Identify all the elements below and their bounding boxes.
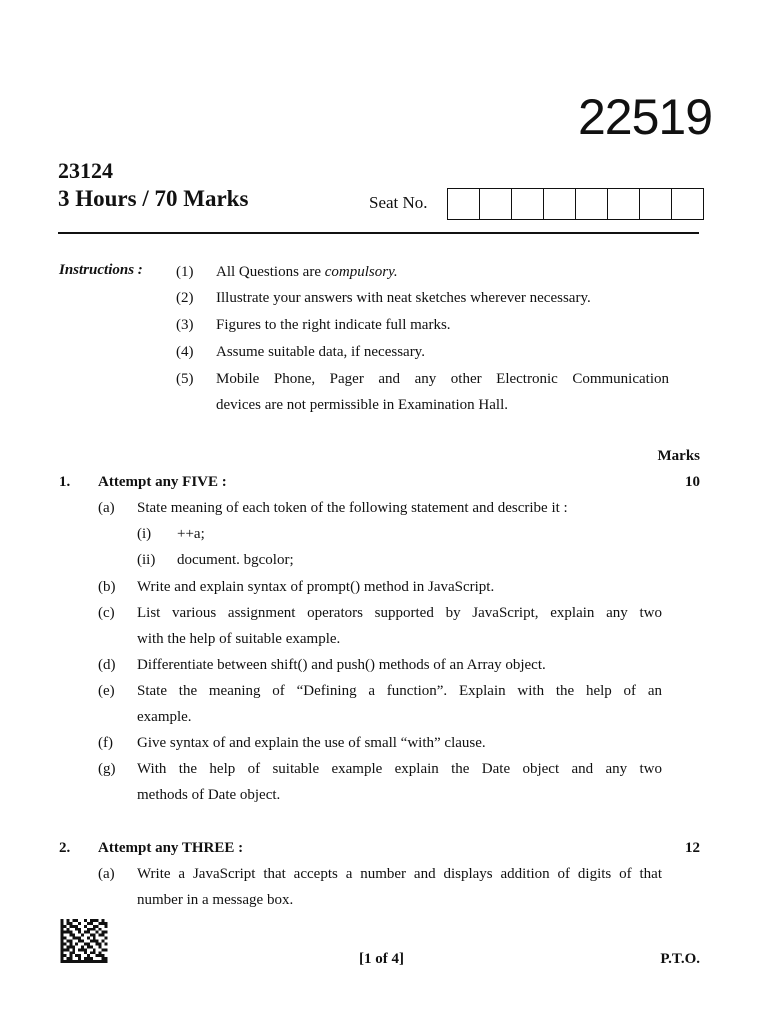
instruction-number: (5) xyxy=(176,371,194,387)
seat-box xyxy=(672,189,703,219)
instruction-text-continued: devices are not permissible in Examination Hall. xyxy=(216,397,509,413)
subquestion-text-continued: methods of Date object. xyxy=(137,787,281,803)
subquestion-label: (d) xyxy=(98,657,116,673)
instruction-text-part: All Questions are xyxy=(216,264,325,280)
seat-box xyxy=(448,189,480,219)
instruction-emphasis: compulsory. xyxy=(324,264,398,280)
instruction-number: (4) xyxy=(176,344,194,360)
instruction-number: (2) xyxy=(176,290,194,306)
subquestion-label: (f) xyxy=(98,735,113,751)
subquestion-text-continued: number in a message box. xyxy=(137,892,294,908)
subquestion-text-continued: with the help of suitable example. xyxy=(137,631,341,647)
subquestion-label: (c) xyxy=(98,605,115,621)
seat-box xyxy=(544,189,576,219)
instruction-text: Assume suitable data, if necessary. xyxy=(216,344,425,360)
subpart-text: ++a; xyxy=(177,526,205,542)
subquestion-text: With the help of suitable example explain the Date object and any two xyxy=(137,761,662,777)
subquestion-text: State the meaning of “Defining a function”. Explain with the help of an xyxy=(137,683,662,699)
duration-marks: 3 Hours / 70 Marks xyxy=(58,186,249,211)
question-title: Attempt any THREE : xyxy=(98,840,244,856)
instruction-text: Figures to the right indicate full marks. xyxy=(216,317,451,333)
subquestion-text: List various assignment operators supported by JavaScript, explain any two xyxy=(137,605,662,621)
subquestion-text: Write and explain syntax of prompt() method in JavaScript. xyxy=(137,579,495,595)
instruction-number: (1) xyxy=(176,264,194,280)
seat-box xyxy=(640,189,672,219)
subpart-text: document. bgcolor; xyxy=(177,552,294,568)
subquestion-text: Write a JavaScript that accepts a number and displays addition of digits of that xyxy=(137,866,662,882)
seat-box xyxy=(480,189,512,219)
instruction-text: Mobile Phone, Pager and any other Electronic Communication xyxy=(216,371,669,387)
seat-number-label: Seat No. xyxy=(369,193,428,212)
seat-number-boxes xyxy=(447,188,704,220)
instruction-text: Illustrate your answers with neat sketches wherever necessary. xyxy=(216,290,591,306)
marks-heading: Marks xyxy=(657,448,700,464)
page-number: [1 of 4] xyxy=(359,951,404,967)
subquestion-label: (a) xyxy=(98,866,115,882)
subquestion-label: (a) xyxy=(98,500,115,516)
subquestion-label: (g) xyxy=(98,761,116,777)
question-number: 2. xyxy=(59,840,71,856)
question-marks: 12 xyxy=(685,840,700,856)
please-turn-over: P.T.O. xyxy=(660,951,700,967)
question-title: Attempt any FIVE : xyxy=(98,474,227,490)
subquestion-text: Differentiate between shift() and push() methods of an Array object. xyxy=(137,657,546,673)
exam-code: 23124 xyxy=(58,158,113,183)
subquestion-label: (e) xyxy=(98,683,115,699)
question-number: 1. xyxy=(59,474,71,490)
instruction-number: (3) xyxy=(176,317,194,333)
subquestion-text-continued: example. xyxy=(137,709,192,725)
seat-box xyxy=(608,189,640,219)
subpart-label: (i) xyxy=(137,526,152,542)
instructions-label: Instructions : xyxy=(59,262,143,278)
subpart-label: (ii) xyxy=(137,552,156,568)
subquestion-text: Give syntax of and explain the use of small “with” clause. xyxy=(137,735,486,751)
question-marks: 10 xyxy=(685,474,700,490)
subquestion-label: (b) xyxy=(98,579,116,595)
header-divider xyxy=(58,232,699,234)
subquestion-text: State meaning of each token of the following statement and describe it : xyxy=(137,500,568,516)
qr-code-icon xyxy=(60,919,108,963)
paper-code: 22519 xyxy=(578,89,713,145)
instruction-text xyxy=(216,259,669,285)
seat-box xyxy=(512,189,544,219)
seat-box xyxy=(576,189,608,219)
